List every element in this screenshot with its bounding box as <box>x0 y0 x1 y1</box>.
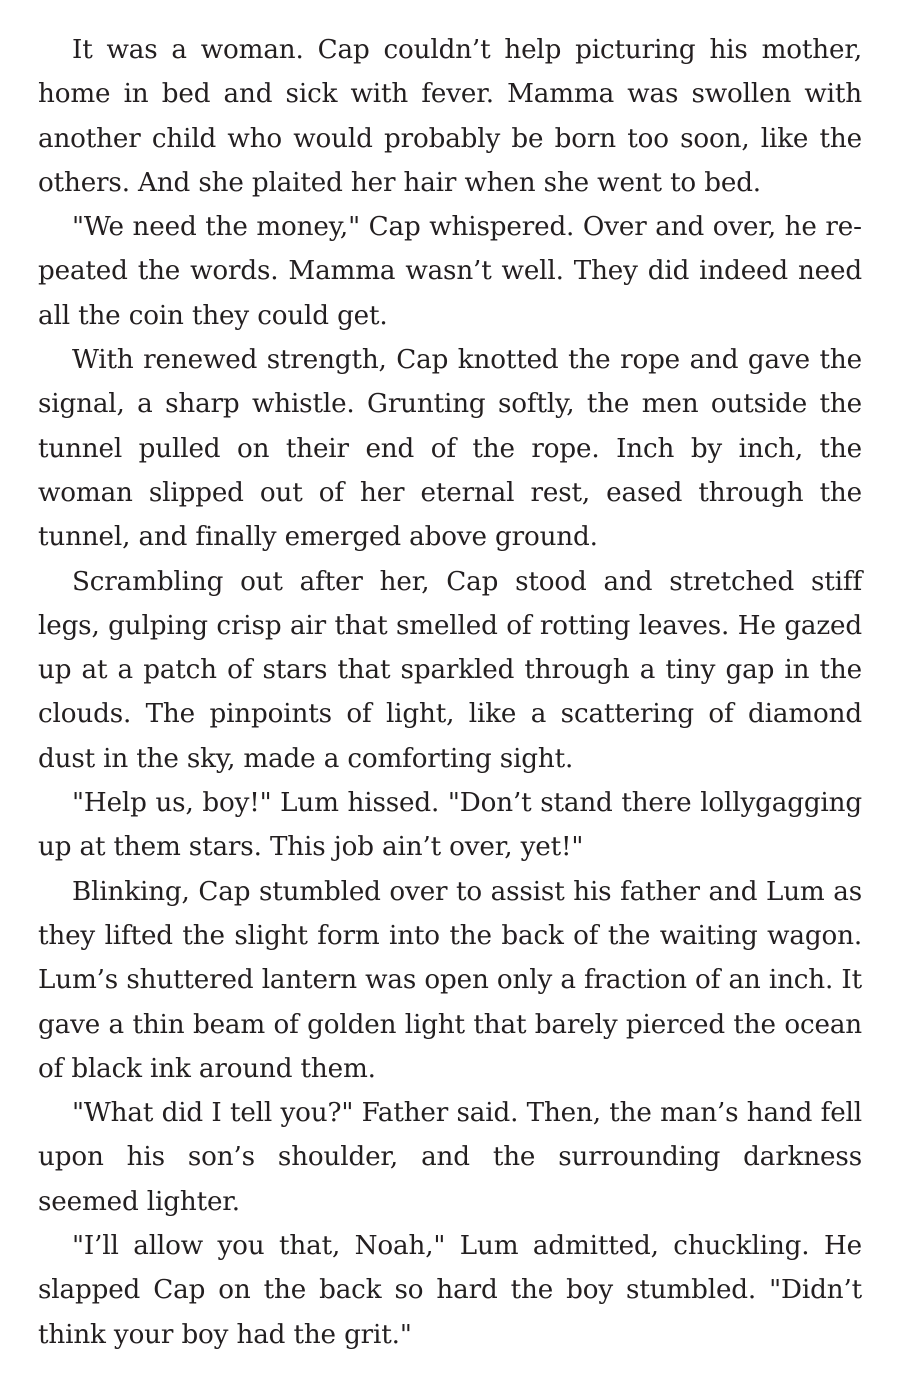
paragraph: "We need the money," Cap whispered. Over and over, he repeated the words. Mamma wasn’t well. They did indeed need all the coin they could get. <box>38 212 862 331</box>
paragraph: With renewed strength, Cap knotted the rope and gave the signal, a sharp whistle. Grunting softly, the men outside the tunnel pulled on their end of the rope. Inch by inch, the woman slipped out of her eternal rest, eased through the tunnel, and finally emerged above ground. <box>38 345 862 553</box>
paragraph: Scrambling out after her, Cap stood and stretched stiff legs, gulping crisp air that smelled of rotting leaves. He gazed up at a patch of stars that sparkled through a tiny gap in the clouds. The pinpoints of light, like a scattering of diamond dust in the sky, made a comforting sight. <box>38 566 862 774</box>
paragraph: "Help us, boy!" Lum hissed. "Don’t stand there lollygagging up at them stars. This job ain’t over, yet!" <box>38 788 862 863</box>
paragraph: Blinking, Cap stumbled over to assist his father and Lum as they lifted the slight form into the back of the waiting wagon. Lum’s shuttered lantern was open only a fraction of an inch. It gave a thin beam of golden light that barely pierced the ocean of black ink around them. <box>38 876 862 1084</box>
paragraph: It was a woman. Cap couldn’t help picturing his mother, home in bed and sick with fever. Mamma was swollen with another child who would probably be born too soon, like the others. And she plaited her hair when she went to bed. <box>38 35 862 198</box>
paragraph: "I’ll allow you that, Noah," Lum admitted, chuckling. He slapped Cap on the back so hard the boy stumbled. "Didn’t think your boy had the grit." <box>38 1231 862 1350</box>
paragraph: "What did I tell you?" Father said. Then, the man’s hand fell upon his son’s shoulder, and the surrounding darkness seemed lighter. <box>38 1098 862 1217</box>
book-page-text <box>38 28 862 1357</box>
